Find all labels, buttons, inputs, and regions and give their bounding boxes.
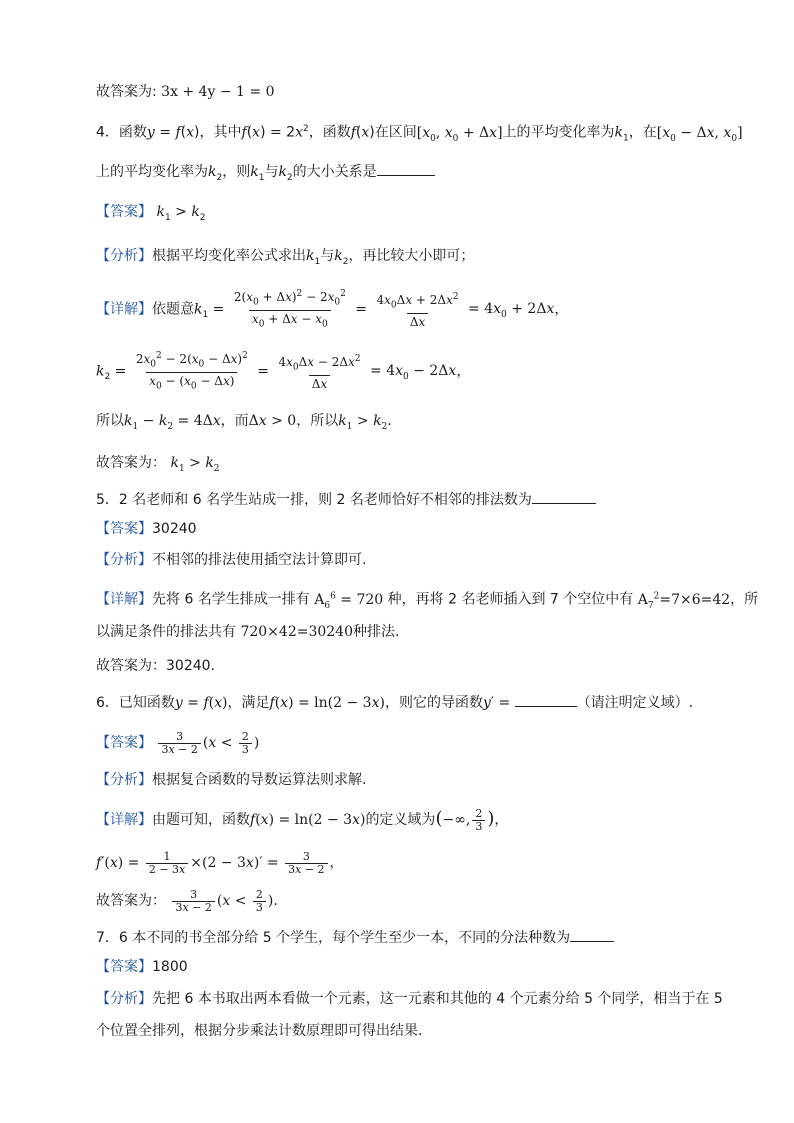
answer-blank: [570, 927, 614, 942]
question-6-analysis: [96, 770, 366, 790]
question-number: 4．: [96, 124, 119, 141]
fraction: $\frac{3}{3x - 2}$: [285, 851, 327, 876]
question-4-detail-2: $k_2$ = $\frac{2x_0^2 - 2(x_0 - \Delta x)^2}{x_0 - (x_0 - \Delta x)}$ = $\frac{4x_0\Delta x - 2\Delta x^2}{\Delta x}$ = $4x_0 - 2\Delta x$，: [96, 348, 470, 396]
text: 根据复合函数的导数运算法则求解.: [152, 772, 367, 788]
text: 以满足条件的排法共有: [96, 624, 236, 640]
analysis-tag: 【分析】: [96, 552, 152, 568]
question-6-answer: 【答案】 $\frac{3}{3x - 2}$ (x < $\frac{2}{3}$ ): [96, 729, 260, 756]
fraction: $\frac{2}{3}$: [239, 731, 252, 756]
text: ，而: [220, 413, 249, 429]
question-4-analysis: 【分析】根据平均变化率公式求出$k_1$与$k_2$，再比较大小即可；: [96, 248, 475, 267]
question-4-line-2: 上的平均变化率为$k_2$，则$k_1$与$k_2$的大小关系是: [96, 161, 435, 188]
text: 与: [320, 248, 335, 264]
text: 的定义域为: [365, 812, 436, 828]
question-4-final: 故答案为： $k_1 > k_2$: [96, 455, 220, 474]
question-4-answer: 【答案】 $k_1 > k_2$: [96, 204, 206, 223]
text: 的大小关系是: [292, 164, 377, 180]
answer-tag: 【答案】: [96, 959, 152, 975]
question-5-final: [96, 656, 215, 676]
question-4-detail-1: 【详解】依题意$k_1$ = $\frac{2(x_0 + \Delta x)^2 - 2x_0^2}{x_0 + \Delta x - x_0}$ = $\frac{4x_0\Delta x + 2\Delta x^2}{\Delta x}$ = $4x_0 + 2\Delta x$，: [96, 286, 568, 334]
text: 个位置全排列，根据分步乘法计数原理即可得出结果.: [96, 1023, 423, 1039]
question-5-answer: [96, 519, 197, 539]
answer-blank: [377, 161, 435, 176]
text: 种排法.: [353, 624, 400, 640]
final-label: 故答案为：: [96, 658, 166, 674]
text: ，则它的导函数: [384, 695, 483, 711]
text: ，其中: [199, 124, 242, 141]
fraction: $\frac{3}{3x - 2}$: [158, 731, 200, 756]
text: 在区间: [374, 124, 417, 141]
question-5-detail-2: 以满足条件的排法共有 720×42=30240种排法.: [96, 624, 400, 640]
question-4-detail-3: 所以$k_1 - k_2 = 4\Delta x$，而Δx > 0，所以$k_1 > k_2$.: [96, 413, 392, 432]
final-label: 故答案为：: [96, 455, 166, 471]
text: 种，再将 2 名老师插入到 7 个空位中有: [387, 591, 634, 608]
question-text: 6．已知函数: [96, 695, 175, 711]
question-7-analysis-2: [96, 1021, 422, 1041]
final-value: 30240.: [166, 658, 215, 674]
text: ，在: [628, 124, 657, 141]
answer-tag: 【答案】: [96, 521, 152, 537]
detail-tag: 【详解】: [96, 301, 152, 318]
question-text: 7．6 本不同的书全部分给 5 个学生，每个学生至少一本，不同的分法种数为: [96, 930, 571, 946]
text: ，则: [222, 164, 251, 180]
fraction: $\frac{2x_0^2 - 2(x_0 - \Delta x)^2}{x_0 - (x_0 - \Delta x)}$: [133, 348, 251, 395]
question-5: [96, 489, 596, 510]
question-6-final: 故答案为： $\frac{3}{3x - 2}$ (x < $\frac{2}{3}$ ).: [96, 887, 278, 914]
question-6-detail-2: f′(x) = $\frac{1}{2 - 3x}$ ×(2 − 3x)′ = $\frac{3}{3x - 2}$ ，: [96, 849, 344, 876]
question-7-answer: [96, 957, 188, 977]
fraction: $\frac{1}{2 - 3x}$: [146, 851, 188, 876]
answer-blank: [515, 692, 577, 707]
question-6: 6．已知函数y = f(x)，满足f(x) = ln(2 − 3x)，则它的导函数y′ = （请注明定义域）.: [96, 692, 693, 713]
detail-tag: 【详解】: [96, 591, 152, 608]
text: （请注明定义域）.: [576, 695, 694, 711]
answer-label: 故答案为:: [96, 84, 157, 100]
final-label: 故答案为：: [96, 893, 166, 909]
text: 上的平均变化率为: [502, 124, 615, 141]
answer-value: 1800: [152, 959, 188, 975]
answer-value: 30240: [152, 521, 197, 537]
text: 由题可知，函数: [152, 812, 250, 828]
fraction: $\frac{2}{3}$: [472, 808, 485, 833]
analysis-tag: 【分析】: [96, 248, 152, 264]
text: 函数: [118, 124, 147, 141]
fraction: $\frac{2}{3}$: [253, 889, 266, 914]
text: 与: [264, 164, 279, 180]
answer-tag: 【答案】: [96, 204, 152, 220]
analysis-tag: 【分析】: [96, 991, 152, 1007]
question-6-detail-1: 【详解】由题可知，函数f(x) = ln(2 − 3x)的定义域为(−∞, $\frac{2}{3}$ )，: [96, 806, 509, 833]
question-7-analysis-1: [96, 989, 723, 1009]
text: ，满足: [227, 695, 270, 711]
text: 先把 6 本书取出两本看做一个元素，这一元素和其他的 4 个元素分给 5 个同学，相当于在 5: [152, 991, 723, 1007]
fraction: $\frac{3}{3x - 2}$: [172, 889, 214, 914]
text: ，函数: [308, 124, 351, 141]
question-5-detail-1: 【详解】先将 6 名学生排成一排有 $A_6^6 = 720$ 种，再将 2 名老师插入到 7 个空位中有 $A_7^2=7\times 6=42$，所: [96, 591, 759, 611]
answer-equation: 3x + 4y − 1 = 0: [161, 84, 275, 100]
question-4-line-1: 4．函数y = f(x)，其中$f(x) = 2x^2$，函数f(x)在区间[$x_0$, $x_0 + \Delta x$]上的平均变化率为$k_1$，在[$x_0 - \Delta x$, $x_0$]: [96, 124, 743, 144]
fraction: $\frac{2(x_0 + \Delta x)^2 - 2x_0^2}{x_0 + \Delta x - x_0}$: [231, 286, 349, 333]
answer-line-q3: [96, 82, 275, 102]
text: 上的平均变化率为: [96, 164, 208, 180]
question-text: 5．2 名老师和 6 名学生站成一排，则 2 名老师恰好不相邻的排法数为: [96, 492, 532, 508]
text: 先将 6 名学生排成一排有: [152, 591, 310, 608]
text: 依题意: [152, 301, 194, 318]
text: 根据平均变化率公式求出: [152, 248, 306, 264]
detail-tag: 【详解】: [96, 812, 152, 828]
text: ，再比较大小即可；: [348, 248, 475, 264]
question-7: [96, 927, 614, 948]
analysis-tag: 【分析】: [96, 772, 152, 788]
fraction: $\frac{4x_0\Delta x + 2\Delta x^2}{\Delta x}$: [376, 291, 459, 330]
fraction: $\frac{4x_0\Delta x - 2\Delta x^2}{\Delta x}$: [278, 353, 361, 392]
question-5-analysis: [96, 550, 366, 570]
answer-blank: [532, 489, 596, 504]
text: 所以: [96, 413, 124, 429]
answer-tag: 【答案】: [96, 735, 152, 751]
text: 不相邻的排法使用插空法计算即可.: [152, 552, 367, 568]
text: ，所以: [296, 413, 339, 429]
